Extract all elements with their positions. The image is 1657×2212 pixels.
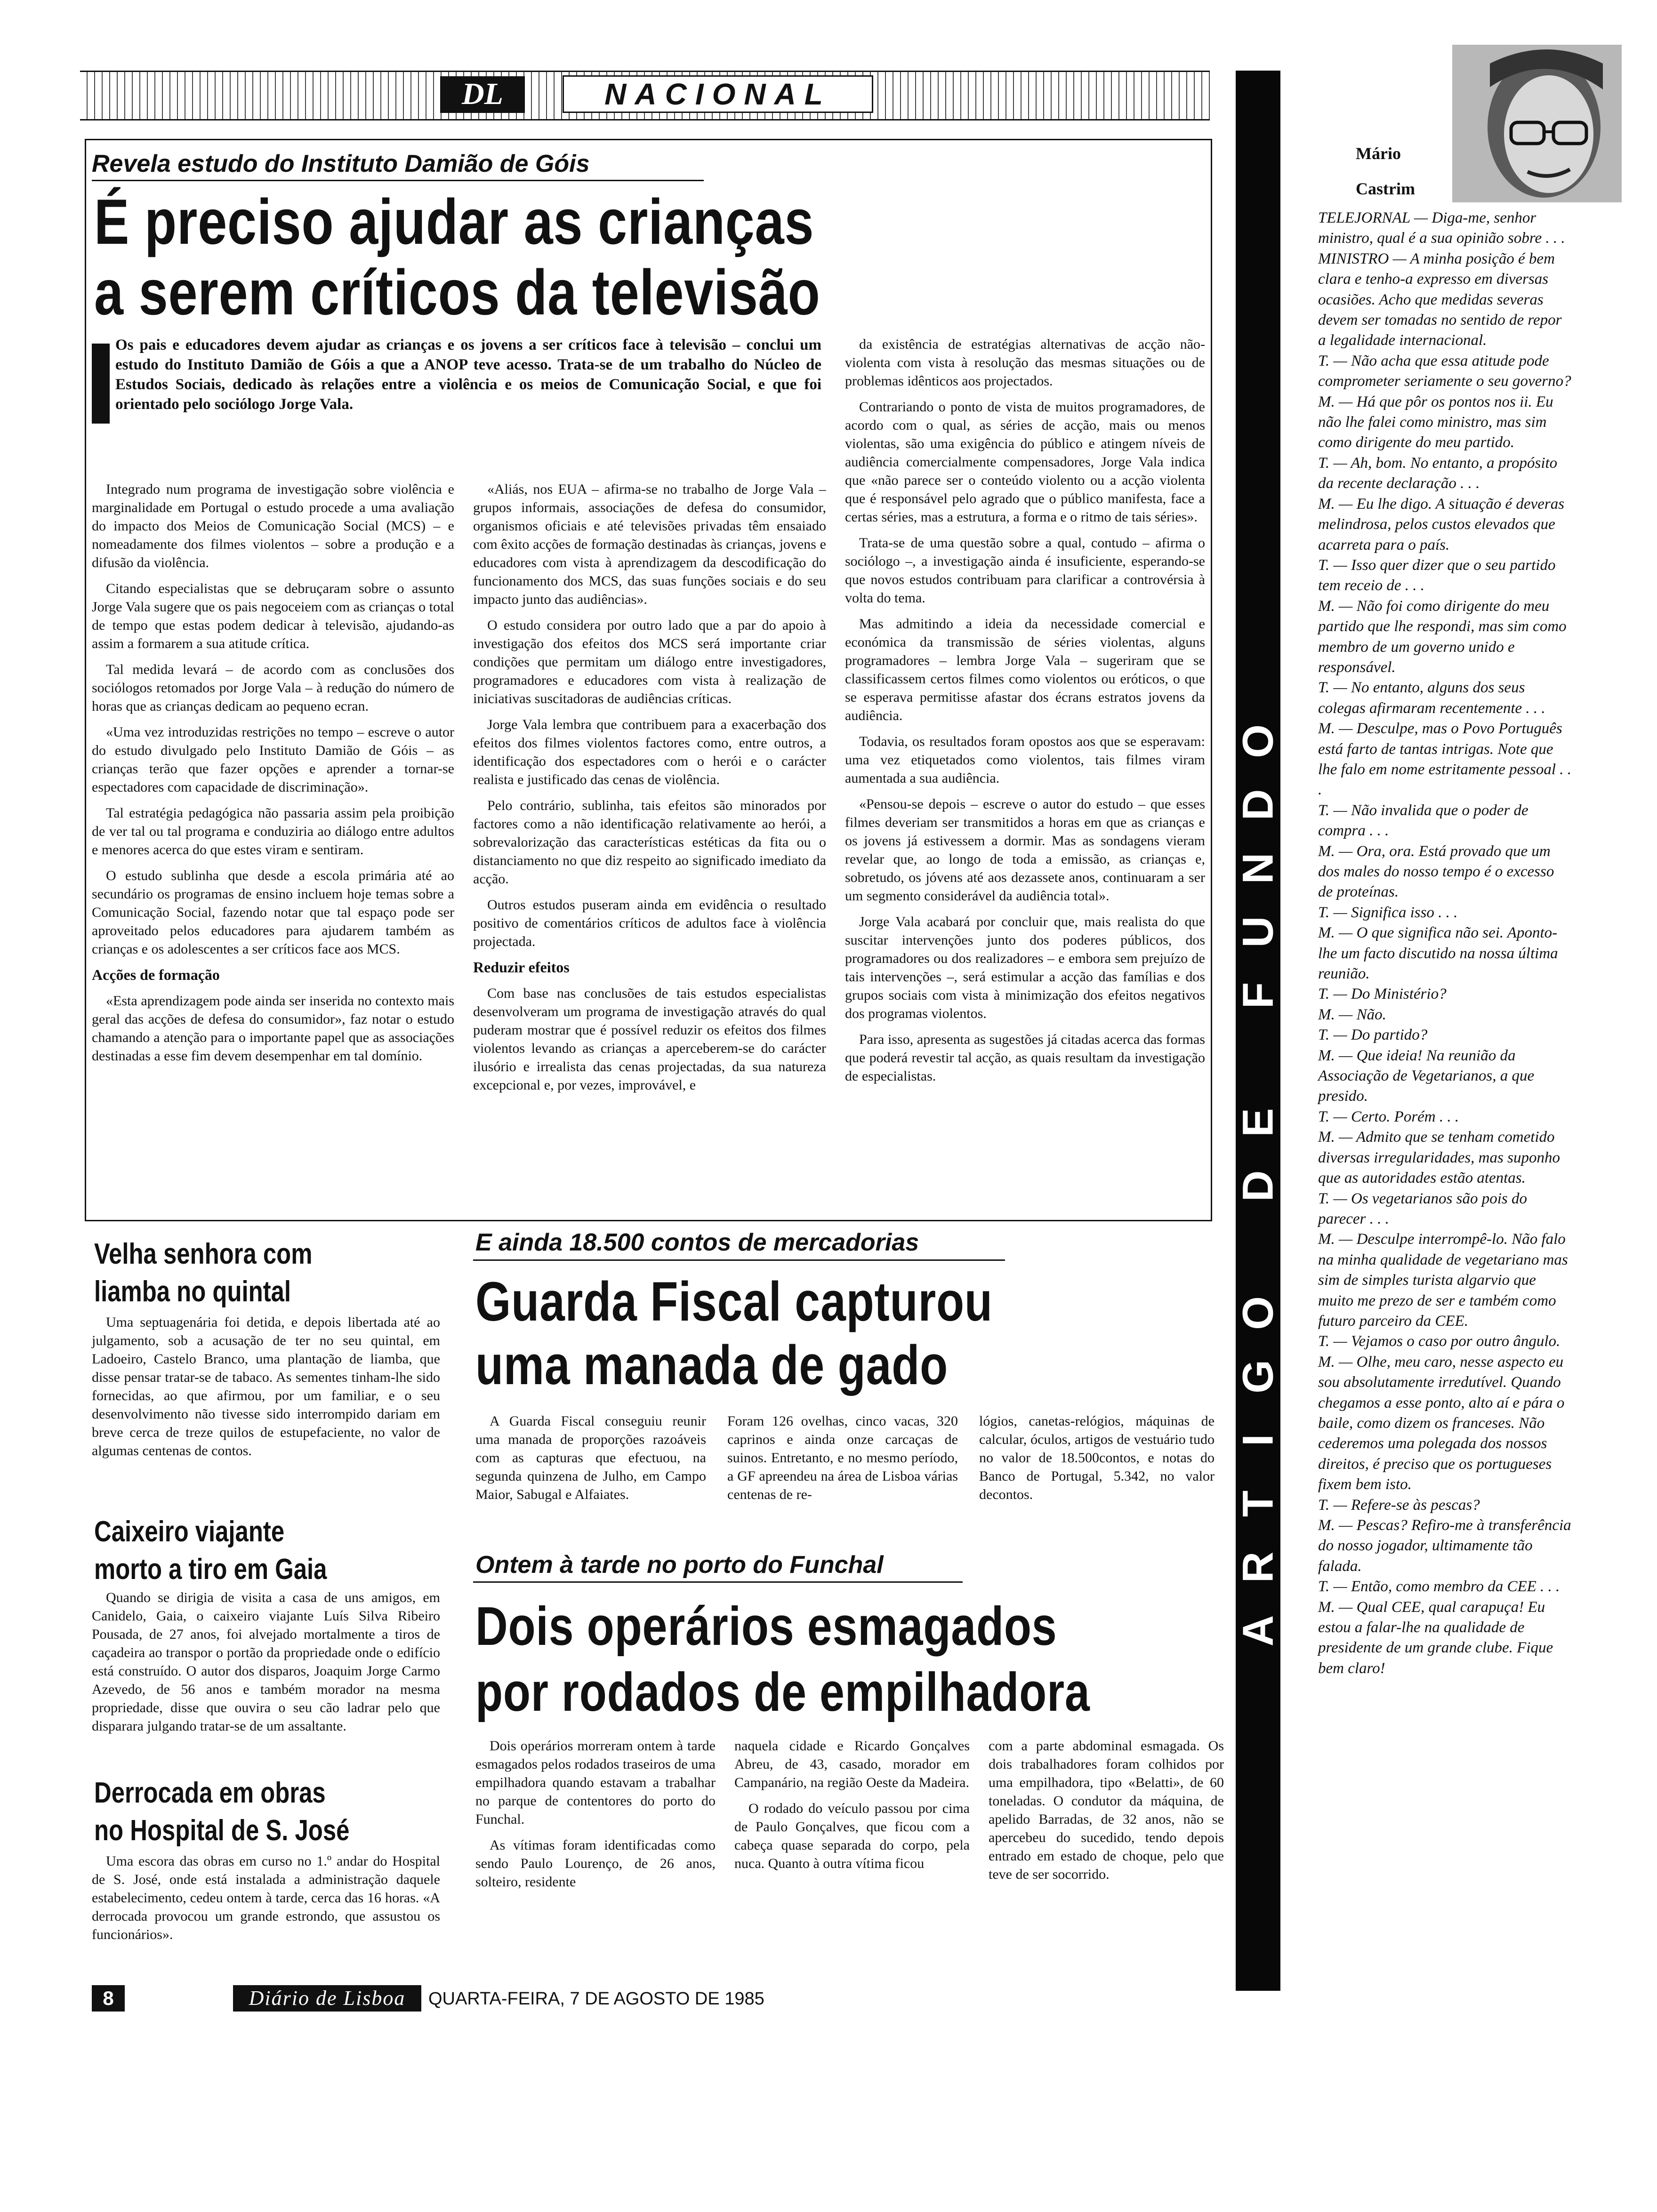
interview-line: M. — Eu lhe digo. A situação é deveras melindrosa, pelos custos elevados que acarreta para o país.	[1318, 495, 1565, 553]
vertical-title-letter: R	[1234, 1551, 1282, 1583]
subhead-reduzir: Reduzir efeitos	[473, 959, 570, 976]
vertical-title-letter: E	[1234, 1108, 1282, 1137]
author-first-name: Mário	[1356, 144, 1401, 163]
paragraph: com a parte abdominal esmagada. Os dois trabalhadores foram colhidos por uma empilhadora, tipo «Belatti», de 60 toneladas. O condutor da máquina, de apelido Barradas, de 32 anos, não se apercebeu do sucedido, tendo depois entrado em estado de choque, pelo que teve de ser socorrido.	[989, 1738, 1224, 1882]
paragraph: «Esta aprendizagem pode ainda ser inserida no contexto mais geral das acções de defesa do consumidor», faz notar o estudo chamando a atenção para o importante papel que as associações destinadas a esse fim devem desempenhar em tal domínio.	[92, 993, 454, 1064]
funchal-kicker-rule	[473, 1581, 963, 1583]
interview-line: MINISTRO — A minha posição é bem clara e tenho-a expresso em diversas ocasiões. Acho que medidas severas devem ser tomadas no sentido de repor a legalidade internacional.	[1318, 250, 1562, 349]
brief-2-text: Quando se dirigia de visita a casa de uns amigos, em Canidelo, Gaia, o caixeiro viajante Luís Silva Ribeiro Pousada, de 27 anos, foi alvejado mortalmente a tiros de caçadeira ao transpor o portão da propriedade onde o edifício está construído. O autor dos disparos, Joaquim Jorge Carmo Azevedo, de 56 anos e também morador na mesma propriedade, disse que ouvira o seu cão ladrar pelo que disparara julgando tratar-se de um assaltante.	[92, 1590, 440, 1734]
interview-line: T. — Não invalida que o poder de compra . . .	[1318, 801, 1528, 840]
main-kicker-rule	[92, 180, 704, 181]
interview-line: M. — Não foi como dirigente do meu partido que lhe respondi, mas sim como membro de um governo unido e responsável.	[1318, 597, 1567, 676]
interview-line: M. — Admito que se tenham cometido diversas irregularidades, mas suponho que as autoridades estão atentas.	[1318, 1129, 1560, 1187]
funchal-col-1	[475, 1737, 716, 1953]
interview-line: T. — Vejamos o caso por outro ângulo.	[1318, 1333, 1560, 1350]
funchal-headline-line1: Dois operários esmagados	[475, 1595, 1057, 1657]
funchal-kicker: Ontem à tarde no porto do Funchal	[475, 1551, 884, 1579]
vertical-title-letter: T	[1234, 1490, 1282, 1517]
paragraph: Citando especialistas que se debruçaram sobre o assunto Jorge Vala sugere que os pais negoceiem com as crianças o total de tempo que estas podem dedicar à televisão, ajudando-as assim a formarem a sua atitude crítica.	[92, 581, 454, 651]
main-column-1	[92, 480, 454, 1214]
interview-line: T. — Os vegetarianos são pois do parecer . . .	[1318, 1190, 1527, 1227]
paragraph: «Pensou-se depois – escreve o autor do estudo – que esses filmes deveriam ser transmitidos a horas em que as crianças e os jovens já estivessem a dormir. Mas as sondagens vieram revelar que, ao longo de toda a emissão, as crianças e, sobretudo, os jóvens até aos dezassete anos, continuaram a ser um segmento considerável da audiência total».	[845, 796, 1205, 904]
interview-line: T. — Significa isso . . .	[1318, 904, 1458, 921]
paragraph: Contrariando o ponto de vista de muitos programadores, de acordo com o qual, as séries de acção, mais ou menos violentas, são uma exigência do público e atingem níveis de audiência comercialmente compensadores, Jorge Vala indica que «não parece ser o conteúdo violento ou a acção violenta que é responsável pelo agrado que o público manifesta, face a certas séries, mas a estrutura, a forma e o ritmo de tais séries».	[845, 399, 1205, 525]
paragraph: «Uma vez introduzidas restrições no tempo – escreve o autor do estudo divulgado pelo Instituto Damião de Góis – as crianças terão que fazer opções e aprender a tornar-se espectadores com capacidade de discriminação».	[92, 724, 454, 795]
paragraph: Outros estudos puseram ainda em evidência o resultado positivo de comentários críticos de adultos face à violência projectada.	[473, 897, 826, 949]
main-headline-line2: a serem críticos da televisão	[94, 256, 820, 328]
paragraph: Com base nas conclusões de tais estudos especialistas desenvolveram um programa de investigação através do qual puderam mostrar que é possível reduzir os efeitos dos filmes violentos levando as crianças a aperceberem-se do carácter ilusório e irrealista das cenas projectadas, da sua natureza excepcional e, por vezes, improvável, e	[473, 986, 826, 1093]
main-col1-body	[92, 480, 454, 1065]
interview-line: M. — Pescas? Refiro-me à transferência do nosso jogador, ultimamente tão falada.	[1318, 1517, 1571, 1575]
brief-1-title-line1: Velha senhora com	[94, 1238, 313, 1270]
interview-line: T. — Então, como membro da CEE . . .	[1318, 1578, 1560, 1595]
footer-date: QUARTA-FEIRA, 7 DE AGOSTO DE 1985	[428, 1989, 764, 2009]
interview-line: M. — Não.	[1318, 1006, 1386, 1023]
gado-col-3: lógios, canetas-relógios, máquinas de calcular, óculos, artigos de vestuário tudo no valor de 18.500contos, e notas do Banco de Portugal, 5.342, no valor decontos.	[979, 1413, 1215, 1502]
paragraph: Para isso, apresenta as sugestões já citadas acerca das formas que poderá revestir tal acção, as quais resultam da investigação de especialistas.	[845, 1032, 1205, 1084]
funchal-headline-line2: por rodados de empilhadora	[475, 1661, 1090, 1723]
vertical-title-letter: F	[1234, 982, 1282, 1009]
interview-line: M. — Qual CEE, qual carapuça! Eu estou a falar-lhe na qualidade de presidente de um grande clube. Fique bem claro!	[1318, 1598, 1553, 1677]
brief-1-title-line2: liamba no quintal	[94, 1275, 291, 1308]
gado-col-2: Foram 126 ovelhas, cinco vacas, 320 caprinos e ainda onze carcaças de suinos. Entretanto, e no mesmo período, a GF apreendeu na área de Lisboa várias centenas de re-	[727, 1413, 958, 1502]
vertical-title-letter: D	[1234, 1170, 1282, 1202]
paragraph: naquela cidade e Ricardo Gonçalves Abreu, de 43, casado, morador em Campanário, na região Oeste da Madeira.	[734, 1738, 970, 1790]
artigo-de-fundo-bar	[1236, 71, 1280, 1991]
paragraph: Tal estratégia pedagógica não passaria assim pela proibição de ver tal ou tal programa e conduziria ao diálogo entre adultos e menores acerca do que estes viram e sentiram.	[92, 805, 454, 858]
vertical-title-letter: O	[1234, 1296, 1282, 1330]
brief-2-title-line1: Caixeiro viajante	[94, 1515, 285, 1548]
lead-initial-bar	[92, 344, 110, 424]
paragraph: Trata-se de uma questão sobre a qual, contudo – afirma o sociólogo –, a investigação ainda é insuficiente, esperando-se que novos estudos contribuam para clarificar a controvérsia à volta do tema.	[845, 535, 1205, 606]
vertical-title-letter: N	[1234, 852, 1282, 884]
brief-2-title-line2: morto a tiro em Gaia	[94, 1553, 327, 1586]
interview-line: T. — Do partido?	[1318, 1026, 1428, 1044]
vertical-title-letter: U	[1234, 916, 1282, 948]
interview-line: M. — Olhe, meu caro, nesse aspecto eu sou absolutamente irredutível. Quando chegamos a esse ponto, alto aí e pára o baile, como dizem os franceses. Não cederemos uma polegada dos nossos direitos, é preciso que os portugueses fixem bem isto.	[1318, 1353, 1565, 1493]
funchal-col-2	[734, 1737, 970, 1953]
interview-line: M. — O que significa não sei. Aponto-lhe um facto discutido na nossa última reunião.	[1318, 924, 1558, 983]
paragraph: Tal medida levará – de acordo com as conclusões dos sociólogos retomados por Jorge Vala – à redução do número de horas que as crianças dedicam ao pequeno ecran.	[92, 662, 454, 714]
author-photo	[1452, 45, 1622, 202]
interview-line: T. — Do Ministério?	[1318, 986, 1447, 1003]
gado-headline-line2: uma manada de gado	[475, 1334, 949, 1396]
paragraph: O estudo considera por outro lado que a par do apoio à investigação dos efeitos dos MCS será importante criar condições que permitam um diálogo entre investigadores, programadores e educadores com vista à realização de iniciativas suscitadoras de audiências críticas.	[473, 617, 826, 706]
paragraph: O rodado do veículo passou por cima de Paulo Gonçalves, que ficou com a cabeça quase separada do corpo, pela nuca. Quanto à outra vítima ficou	[734, 1801, 970, 1871]
paragraph: Pelo contrário, sublinha, tais efeitos são minorados por factores como a não identificação relativamente ao herói, a sobrevalorização das características estéticas da fita ou o distanciamento no que diz respeito ao significado imediato da acção.	[473, 798, 826, 887]
interview-line: T. — No entanto, alguns dos seus colegas afirmaram recentemente . . .	[1318, 679, 1545, 717]
interview-line: T. — Isso quer dizer que o seu partido tem receio de . . .	[1318, 556, 1556, 594]
main-column-3	[845, 335, 1205, 1214]
paragraph: Jorge Vala lembra que contribuem para a exacerbação dos efeitos dos filmes violentos factores como, entre outros, a identificação dos espectadores com o herói e o carácter realista e justificado das cenas de violência.	[473, 717, 826, 787]
paragraph: da existência de estratégias alternativas de acção não-violenta com vista à resolução das mesmas situações ou de problemas idênticos aos projectados.	[845, 337, 1205, 389]
subhead-accoes: Acções de formação	[92, 966, 220, 983]
paragraph: Integrado num programa de investigação sobre violência e marginalidade em Portugal o estudo procede a uma avaliação do impacto dos Meios de Comunicação Social (MCS) – e nomeadamente dos filmes violentos – sobre a produção e a difusão da violência.	[92, 481, 454, 570]
paragraph: Mas admitindo a ideia da necessidade comercial e económica da transmissão de séries violentas, alguns programadores – lembra Jorge Vala – sugeriram que se classificassem certos filmes como violentos ou eróticos, o que se esperava permitisse afastar dos écrans estratos jovens da audiência.	[845, 616, 1205, 723]
interview-line: M. — Ora, ora. Está provado que um dos males do nosso tempo é o excesso de proteínas.	[1318, 842, 1554, 901]
author-last-name: Castrim	[1356, 179, 1415, 198]
interview-line: M. — Desculpe interrompê-lo. Não falo na minha qualidade de vegetariano mas sim de simples turista algarvio que muito me prezo de ser e também como futuro parceiro da CEE.	[1318, 1231, 1568, 1330]
gado-kicker-rule	[473, 1259, 1005, 1261]
interview-line: M. — Que ideia! Na reunião da Associação de Vegetarianos, a que presido.	[1318, 1047, 1535, 1105]
vertical-title-letter: D	[1234, 789, 1282, 821]
interview-line: M. — Há que pôr os pontos nos ii. Eu não lhe falei como ministro, mas sim como dirigente do meu partido.	[1318, 393, 1553, 451]
main-kicker: Revela estudo do Instituto Damião de Góis	[92, 150, 590, 177]
portrait-icon	[1452, 45, 1622, 202]
main-column-2	[473, 480, 826, 1214]
main-headline-line1: É preciso ajudar as crianças	[94, 186, 814, 257]
paragraph: Todavia, os resultados foram opostos aos que se esperavam: uma vez etiquetados como violentos, tais filmes viram aumentada a sua audiência.	[845, 734, 1205, 786]
footer-paper-name: Diário de Lisboa	[249, 1987, 406, 2010]
vertical-title-letter: I	[1234, 1434, 1282, 1446]
interview-line: T. — Certo. Porém . . .	[1318, 1108, 1459, 1125]
interview-line: M. — Desculpe, mas o Povo Português está farto de tantas intrigas. Note que lhe falo em nome estritamente pessoal . . .	[1318, 720, 1571, 799]
paragraph: O estudo sublinha que desde a escola primária até ao secundário os programas de ensino incluem hoje temas sobre a Comunicação Social, fazendo notar que tal espaço pode ser aproveitado pelos educadores para ajudarem também as crianças e os adolescentes a ser críticos face aos MCS.	[92, 868, 454, 957]
gado-headline-line1: Guarda Fiscal capturou	[475, 1271, 993, 1333]
interview-line: T. — Ah, bom. No entanto, a propósito da recente declaração . . .	[1318, 454, 1558, 492]
gado-kicker: E ainda 18.500 contos de mercadorias	[475, 1229, 919, 1256]
funchal-col-3	[989, 1737, 1224, 1953]
paragraph: «Aliás, nos EUA – afirma-se no trabalho de Jorge Vala – grupos informais, associações de defesa do consumidor, organismos oficiais e até televisões privadas têm ensaiado com êxito acções de formação destinadas às crianças, jovens e educadores com vista à aprendizagem da descodificação do funcionamento dos MCS, das suas funções sociais e do seu impacto junto das audiências».	[473, 481, 826, 607]
footer-page-number: 8	[103, 1987, 114, 2009]
brief-3-title-line2: no Hospital de S. José	[94, 1814, 350, 1847]
interview-line: T. — Não acha que essa atitude pode comprometer seriamente o seu governo?	[1318, 352, 1571, 390]
paragraph: As vítimas foram identificadas como sendo Paulo Lourenço, de 26 anos, solteiro, residente	[475, 1837, 716, 1890]
section-label: NACIONAL	[604, 77, 831, 111]
vertical-title-letter: O	[1234, 724, 1282, 758]
masthead-logo: DL	[462, 77, 503, 111]
main-lead: Os pais e educadores devem ajudar as crianças e os jovens a ser críticos face à televisão – conclui um estudo do Instituto Damião de Góis a que a ANOP teve acesso. Trata-se de um trabalho do Núcleo de Estudos Sociais, dedicado às relações entre a violência e os meios de Comunicação Social, e que foi orientado pelo sociólogo Jorge Vala.	[115, 337, 821, 413]
interview-text	[1318, 208, 1572, 1679]
paragraph: Jorge Vala acabará por concluir que, mais realista do que suscitar intervenções junto dos poderes públicos, dos programadores ou dos realizadores – e embora sem prejuízo de tais intervenções –, será estimular a acção das famílias e dos grupos sociais com vista à minimização dos efeitos negativos dos programas violentos.	[845, 914, 1205, 1021]
brief-3-text: Uma escora das obras em curso no 1.º andar do Hospital de S. José, onde está instalada a administração daquele estabelecimento, cedeu ontem à tarde, cerca das 16 horas. «A derrocada provocou um grande estrondo, que assustou os funcionários».	[92, 1853, 440, 1942]
interview-line: T. — Refere-se às pescas?	[1318, 1496, 1480, 1514]
paragraph: Dois operários morreram ontem à tarde esmagados pelos rodados traseiros de uma empilhadora quando estavam a trabalhar no parque de contentores do porto do Funchal.	[475, 1738, 716, 1827]
brief-1-text: Uma septuagenária foi detida, e depois libertada até ao julgamento, sob a acusação de ter no seu quintal, em Ladoeiro, Castelo Branco, uma plantação de liamba, que disse pensar tratar-se de tabaco. As sementes tinham-lhe sido fornecidas, ao que afirmou, por um familiar, e o seu desenvolvimento não tivesse sido interrompido dariam em breve cerca de treze quilos de estupefaciente, no valor de algumas centenas de contos.	[92, 1314, 440, 1459]
interview-line: TELEJORNAL — Diga-me, senhor ministro, qual é a sua opinião sobre . . .	[1318, 209, 1565, 247]
gado-col-1: A Guarda Fiscal conseguiu reunir uma manada de proporções razoáveis com as capturas que efectuou, na segunda quinzena de Julho, em Campo Maior, Sabugal e Alfaiates.	[475, 1413, 706, 1502]
brief-3-title-line1: Derrocada em obras	[94, 1777, 326, 1809]
vertical-title-letter: G	[1234, 1360, 1282, 1394]
vertical-title-letter: A	[1234, 1615, 1282, 1647]
